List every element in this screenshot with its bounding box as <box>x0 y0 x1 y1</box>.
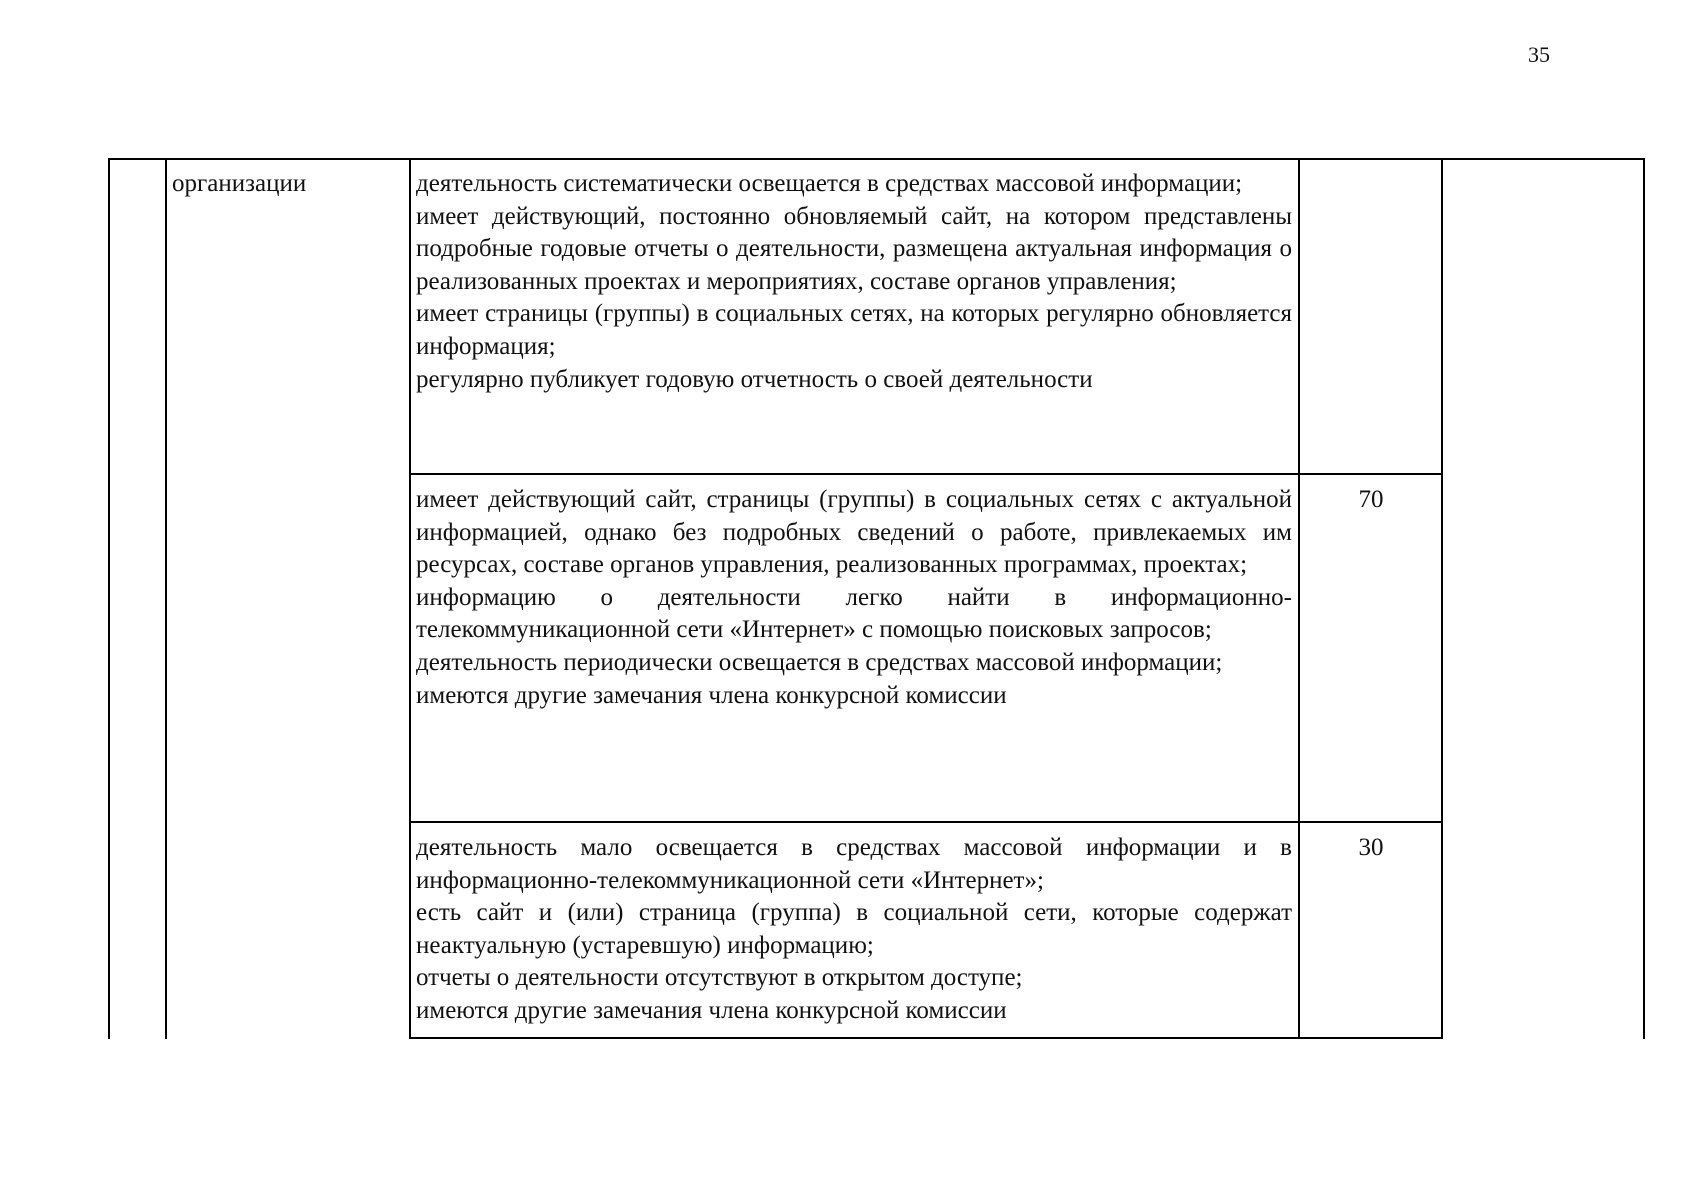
row-1-line-3: имеет страницы (группы) в социальных сетях, на которых регулярно обновляется информация; <box>416 300 1292 360</box>
row-3-line-2: есть сайт и (или) страница (группа) в социальной сети, которые содержат неактуальную (устаревшую) информацию; <box>416 899 1292 959</box>
criterion-name: организации <box>172 170 307 197</box>
table-top-border <box>108 158 1645 160</box>
row-3-description <box>416 832 1292 1028</box>
table-left-border <box>108 158 110 1039</box>
row-2-line-4: имеются другие замечания члена конкурсной комиссии <box>416 681 1007 709</box>
row-3-line-4: имеются другие замечания члена конкурсной комиссии <box>416 996 1007 1024</box>
criterion-name-cell <box>172 168 402 201</box>
column-divider-3 <box>1298 158 1300 1039</box>
row-divider-bottom <box>409 1037 1443 1039</box>
row-divider-1 <box>409 473 1443 475</box>
column-divider-1 <box>165 158 167 1039</box>
row-2-score: 70 <box>1358 486 1384 513</box>
row-1-line-1: деятельность систематически освещается в средствах массовой информации; <box>416 170 1243 197</box>
row-3-line-1: деятельность мало освещается в средствах массовой информации и в информационно-телекоммуникационной сети «Интернет»; <box>416 834 1292 894</box>
row-3-score: 30 <box>1358 834 1384 861</box>
row-divider-2 <box>409 821 1443 823</box>
criteria-table <box>108 158 1645 1039</box>
row-1-line-4: регулярно публикует годовую отчетность о своей деятельности <box>416 365 1093 393</box>
row-2-line-3: деятельность периодически освещается в средствах массовой информации; <box>416 648 1223 676</box>
column-divider-4 <box>1441 158 1443 1039</box>
page-number: 35 <box>1528 42 1550 67</box>
row-3-line-3: отчеты о деятельности отсутствуют в открытом доступе; <box>416 964 1023 992</box>
row-2-line-2: информацию о деятельности легко найти в информационно-телекоммуникационной сети «Интернет» с помощью поисковых запросов; <box>416 583 1292 644</box>
column-divider-2 <box>409 158 411 1039</box>
row-1-line-2: имеет действующий, постоянно обновляемый сайт, на котором представлены подробные годовые отчеты о деятельности, размещена актуальная информация о реализованных проектах и мероприятиях, составе органов управления; <box>416 202 1292 295</box>
row-2-description <box>416 484 1292 712</box>
row-1-description <box>416 168 1292 396</box>
table-right-border <box>1643 158 1645 1039</box>
row-2-line-1: имеет действующий сайт, страницы (группы) в социальных сетях с актуальной информацией, однако без подробных сведений о работе, привлекаемых им ресурсах, составе органов управления, реализованных программах, проектах; <box>416 486 1292 579</box>
